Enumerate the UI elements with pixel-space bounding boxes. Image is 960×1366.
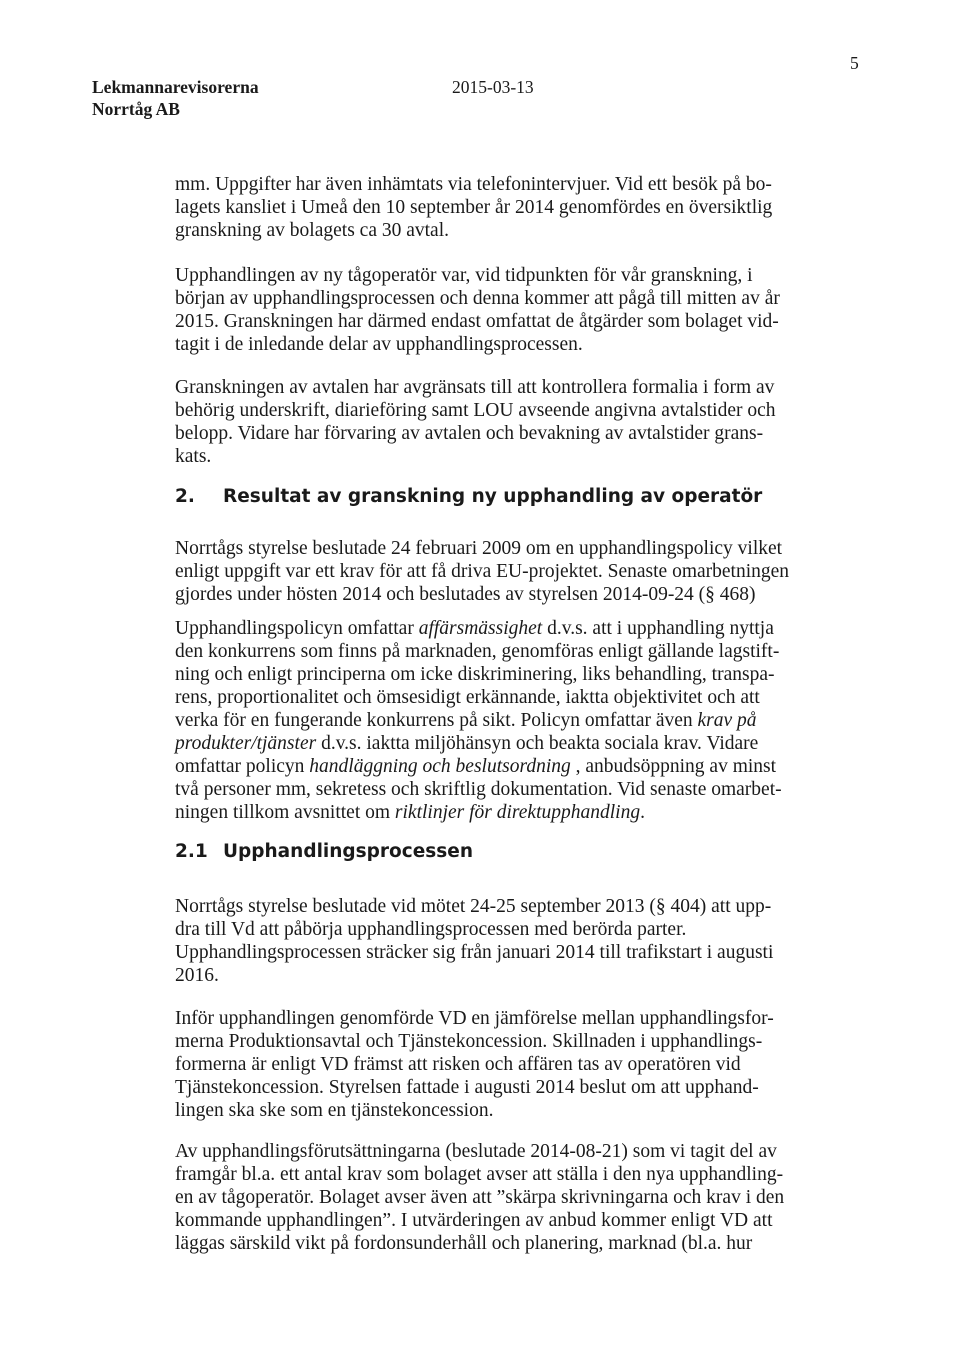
text-line: belopp. Vidare har förvaring av avtalen och bevakning av avtalstider grans- [175,423,764,444]
text-line: 2016. [175,965,219,986]
text-line: en av tågoperatör. Bolaget avser även att ”skärpa skrivningarna och krav i den [175,1187,785,1208]
text-line: Upphandlingsprocessen sträcker sig från januari 2014 till trafikstart i augusti [175,942,774,963]
section-number: 2. [175,486,195,507]
text-line: två personer mm, sekretess och skriftlig dokumentation. Vid senaste omarbet- [175,779,782,800]
section-title: Resultat av granskning ny upphandling av operatör [223,486,763,507]
text-line: Av upphandlingsförutsättningarna (beslutade 2014-08-21) som vi tagit del av [175,1141,777,1162]
header-org-line1: Lekmannarevisorerna [92,77,259,97]
text-line: Granskningen av avtalen har avgränsats till att kontrollera formalia i form av [175,377,775,398]
text-line: lingen ska ske som en tjänstekoncession. [175,1100,494,1121]
text-line: kats. [175,446,212,467]
text-line: gjordes under hösten 2014 och beslutades av styrelsen 2014-09-24 (§ 468) [175,584,756,605]
paragraph-2 [175,264,865,356]
text-run: verka för en fungerande konkurrens på sikt. Policyn omfattar även [175,710,698,731]
text-line: början av upphandlingsprocessen och denna kommer att pågå till mitten av år [175,288,780,309]
text-run: , anbudsöppning av minst [570,756,777,777]
text-line: Upphandlingen av ny tågoperatör var, vid tidpunkten för vår granskning, i [175,265,753,286]
paragraph-7 [175,1007,865,1122]
page-number: 5 [850,53,859,73]
text-line: enligt uppgift var ett krav för att få driva EU-projektet. Senaste omarbetningen [175,561,790,582]
text-line: ning och enligt principerna om icke diskriminering, liks behandling, transpa- [175,664,775,685]
italic-term: handläggning och beslutsordning [309,756,571,777]
text-line: läggas särskild vikt på fordonsunderhåll och planering, marknad (bl.a. hur [175,1233,753,1254]
text-line: den konkurrens som finns på marknaden, genomföras enligt gällande lagstift- [175,641,780,662]
text-line: Tjänstekoncession. Styrelsen fattade i augusti 2014 beslut om att upphand- [175,1077,759,1098]
text-run: ningen tillkom avsnittet om [175,802,395,823]
text-line: formerna är enligt VD främst att risken och affären tas av operatören vid [175,1054,741,1075]
text-line [175,732,865,755]
text-line: 2015. Granskningen har därmed endast omfattat de åtgärder som bolaget vid- [175,311,779,332]
header-date: 2015-03-13 [452,77,534,97]
text-line: rens, proportionalitet och ömsesidigt erkännande, iaktta objektivitet och att [175,687,760,708]
text-run: omfattar policyn [175,756,310,777]
text-line: lagets kansliet i Umeå den 10 september år 2014 genomfördes en översiktlig [175,197,773,218]
paragraph-3 [175,376,865,468]
italic-term: affärsmässighet [418,618,543,639]
italic-term: krav på [697,710,757,731]
text-line: framgår bl.a. ett antal krav som bolaget avser att ställa i den nya upphandling- [175,1164,784,1185]
paragraph-6 [175,895,865,987]
text-line: mm. Uppgifter har även inhämtats via telefonintervjuer. Vid ett besök på bo- [175,174,772,195]
text-run: . [640,802,645,823]
text-line: kommande upphandlingen”. I utvärderingen av anbud kommer enligt VD att [175,1210,773,1231]
header-org-line2: Norrtåg AB [92,99,180,119]
text-line: Norrtågs styrelse beslutade 24 februari 2009 om en upphandlingspolicy vilket [175,538,783,559]
text-line: Inför upphandlingen genomförde VD en jämförelse mellan upphandlingsfor- [175,1008,774,1029]
text-line [175,801,865,824]
text-line [175,617,865,640]
italic-term: riktlinjer för direktupphandling [394,802,641,823]
text-line: granskning av bolagets ca 30 avtal. [175,220,449,241]
text-run: d.v.s. att i upphandling nyttja [542,618,774,639]
section-number: 2.1 [175,841,208,862]
text-run: d.v.s. iaktta miljöhänsyn och beakta sociala krav. Vidare [316,733,759,754]
paragraph-8 [175,1140,865,1255]
paragraph-5 [175,617,865,824]
text-line: tagit i de inledande delar av upphandlingsprocessen. [175,334,583,355]
section-title: Upphandlingsprocessen [223,841,474,862]
text-line [175,709,865,732]
text-line [175,755,865,778]
italic-term: produkter/tjänster [175,733,317,754]
header-organization [92,76,259,120]
section-heading-2-1 [175,841,473,863]
text-line: Norrtågs styrelse beslutade vid mötet 24-25 september 2013 (§ 404) att upp- [175,896,772,917]
paragraph-4 [175,537,865,606]
text-line: dra till Vd att påbörja upphandlingsprocessen med berörda parter. [175,919,687,940]
text-line: merna Produktionsavtal och Tjänstekoncession. Skillnaden i upphandlings- [175,1031,763,1052]
text-run: Upphandlingspolicyn omfattar [175,618,419,639]
section-heading-2 [175,486,762,508]
paragraph-1 [175,173,865,242]
text-line: behörig underskrift, diarieföring samt LOU avseende angivna avtalstider och [175,400,776,421]
